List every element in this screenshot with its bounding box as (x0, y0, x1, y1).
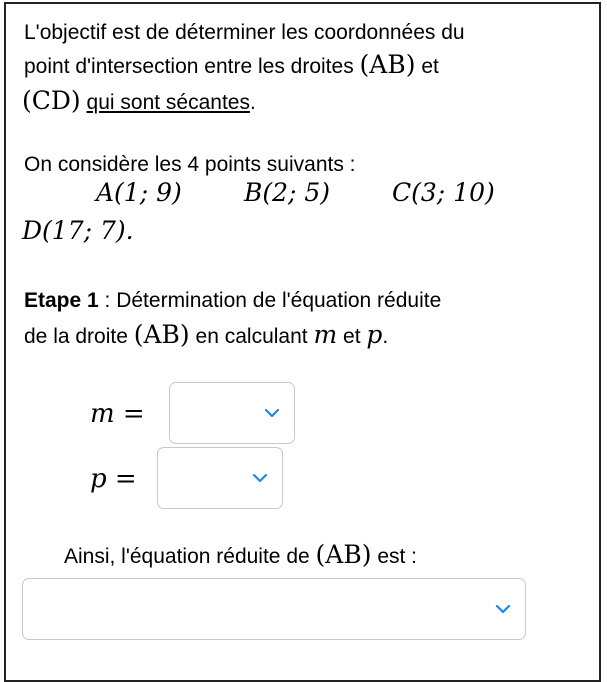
point-d: D(17; 7). (22, 216, 134, 245)
line-ab-math: (AB) (359, 50, 416, 79)
intro-line-2: point d'intersection entre les droites (AB) et (24, 50, 439, 79)
chevron-down-icon (264, 408, 280, 418)
step1-label: Etape 1 (24, 289, 99, 312)
var-p: p (366, 320, 383, 349)
m-select[interactable] (169, 382, 295, 444)
point-c: C(3; 10) (392, 178, 495, 207)
p-label: p = (90, 464, 137, 494)
conclusion-line: Ainsi, l'équation réduite de (AB) est : (64, 540, 417, 569)
p-select[interactable] (157, 447, 283, 509)
intro-line-1: L'objectif est de déterminer les coordonnées du (24, 21, 465, 44)
line-cd-math: (CD) (22, 86, 81, 115)
m-label: m = (90, 399, 145, 429)
point-b: B(2; 5) (244, 178, 331, 207)
exercise-card (4, 2, 601, 682)
intro-line-3: (CD) qui sont sécantes. (22, 86, 256, 115)
line-ab-math-3: (AB) (315, 540, 372, 569)
step1-line-2: de la droite (AB) en calculant m et p. (24, 320, 389, 349)
point-a: A(1; 9) (96, 178, 182, 207)
line-ab-math-2: (AB) (133, 320, 190, 349)
var-m: m (313, 320, 338, 349)
equation-select[interactable] (22, 578, 526, 640)
points-intro: On considère les 4 points suivants : (24, 153, 356, 176)
chevron-down-icon (495, 604, 511, 614)
chevron-down-icon (252, 473, 268, 483)
step1-line-1: Etape 1 : Détermination de l'équation réduite (24, 289, 442, 312)
secantes-link[interactable]: qui sont sécantes (86, 91, 250, 114)
